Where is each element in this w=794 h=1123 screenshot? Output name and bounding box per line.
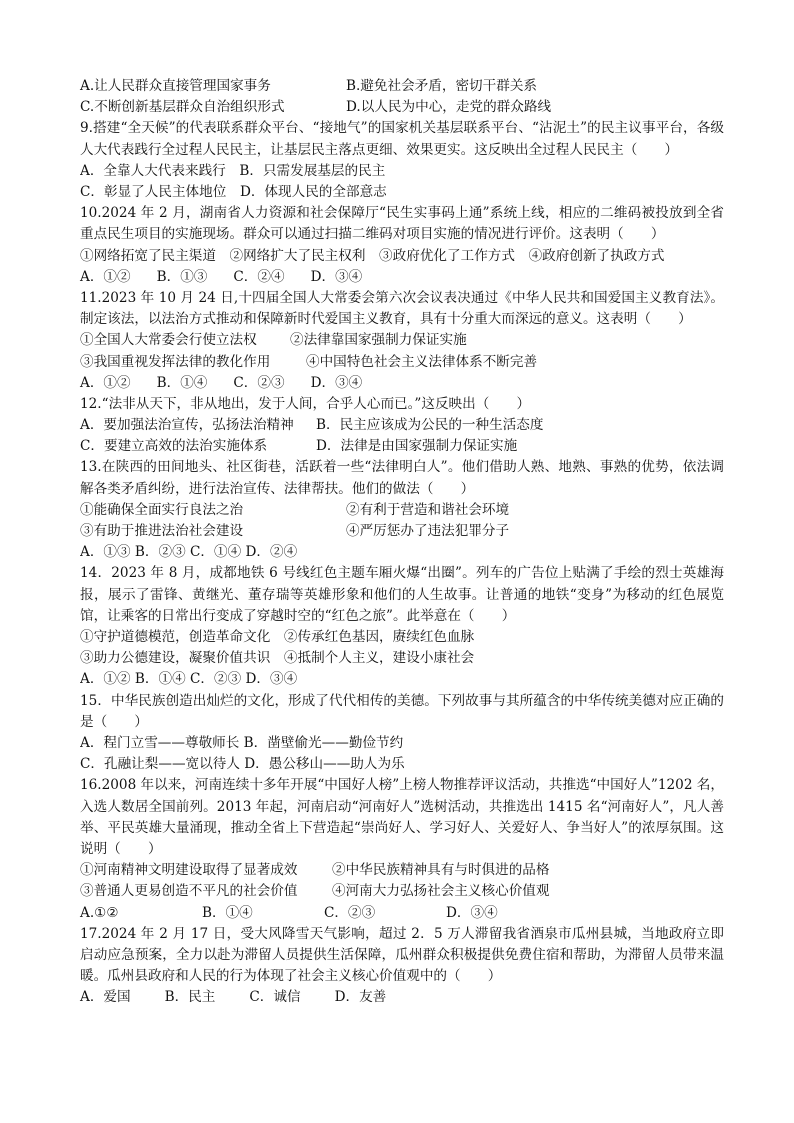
q12-options-row-1 (80, 415, 724, 436)
q13-statements-row-2 (80, 521, 724, 542)
q15-stem: 15．中华民族创造出灿烂的文化，形成了代代相传的美德。下列故事与其所蕴含的中华传统美德对应正确的是（ ） (80, 692, 724, 730)
q10-option-d[interactable]: D．③④ (310, 268, 363, 285)
q16-stem: 16.2008 年以来，河南连续十多年开展“中国好人榜”上榜人物推荐评议活动，共推选“中国好人”1202 名，入选人数居全国前列。2013 年起，河南启动“河南好人”选树活动，共推选出 1415 名“河南好人”，凡人善举、平民英雄大量涌现，推动全省上下营造起“崇尚好人、学习好人、关爱好人、争当好人”的浓厚氛围。这说明（ ） (80, 777, 724, 857)
q14-options[interactable]: A．①② B．①④ C．②③ D．③④ (80, 671, 298, 688)
q9-option-a[interactable]: A．全靠人大代表来践行 (80, 162, 226, 179)
q12-option-a[interactable]: A．要加强法治宣传，弘扬法治精神 (80, 417, 294, 434)
q17-option-c[interactable]: C．诚信 (249, 989, 301, 1006)
q16-statement-3: ③普通人更易创造不平凡的社会价值 (80, 883, 298, 900)
q12-option-b[interactable]: B．民主应该成为公民的一种生活态度 (316, 417, 544, 434)
q12-options-row-2 (80, 436, 724, 457)
q13-stem: 13.在陕西的田间地头、社区街巷，活跃着一些“法律明白人”。他们借助人熟、地熟、事熟的优势，依法调解各类矛盾纠纷，进行法治宣传、法律帮扶。他们的做法（ ） (80, 459, 724, 497)
q14-statements-row-2: ③助力公德建设，凝聚价值共识 ④抵制个人主义，建设小康社会 (80, 650, 475, 667)
q16-options (80, 903, 724, 924)
q9-stem: 9.搭建“全天候”的代表联系群众平台、“接地气”的国家机关基层联系平台、“沾泥土”的民主议事平台，各级人大代表践行全过程人民民主，让基层民主落点更细、效果更实。这反映出全过程人民民主（ ） (80, 120, 724, 158)
q11-statement-3: ③我国重视发挥法律的教化作用 (80, 353, 271, 370)
q8-options-row-1 (80, 76, 724, 97)
q14-statements-row-1: ①守护道德模范，创造革命文化 ②传承红色基因，赓续红色血脉 (80, 629, 475, 646)
q8-options-row-2 (80, 97, 724, 118)
q8-option-c[interactable]: C.不断创新基层群众自治组织形式 (80, 99, 285, 116)
q17-option-d[interactable]: D．友善 (334, 989, 387, 1006)
q16-statement-2: ②中华民族精神具有与时俱进的品格 (332, 862, 550, 879)
q11-stem: 11.2023 年 10 月 24 日,十四届全国人大常委会第六次会议表决通过《中华人民共和国爱国主义教育法》。制定该法，以法治方式推动和保障新时代爱国主义教育，具有十分重大而深远的意义。这表明（ ） (80, 289, 724, 328)
q17-option-b[interactable]: B．民主 (164, 989, 216, 1006)
q16-statement-1: ①河南精神文明建设取得了显著成效 (80, 862, 298, 879)
q10-stem: 10.2024 年 2 月，湖南省人力资源和社会保障厅“民生实事码上通”系统上线，相应的二维码被投放到全省重点民生项目的实施现场。群众可以通过扫描二维码对项目实施的情况进行评价。这表明（ ） (80, 205, 724, 243)
q15-options-row-2[interactable]: C．孔融让梨——宽以待人 D．愚公移山——助人为乐 (80, 756, 405, 773)
q16-option-d[interactable]: D．③④ (446, 904, 498, 921)
q9-option-c[interactable]: C．彰显了人民主体地位 (80, 183, 227, 200)
q11-options (80, 373, 724, 394)
q13-statement-3: ③有助于推进法治社会建设 (80, 523, 244, 540)
q10-option-a[interactable]: A．①② (80, 268, 131, 285)
q12-option-d[interactable]: D．法律是由国家强制力保证实施 (316, 438, 518, 455)
q9-option-b[interactable]: B．只需发展基层的民主 (239, 162, 386, 179)
q11-statement-1: ①全国人大常委会行使立法权 (80, 332, 257, 349)
q9-options-row-1 (80, 161, 724, 182)
q11-option-c[interactable]: C．②③ (233, 374, 285, 391)
q16-statements-row-1 (80, 860, 724, 881)
q9-option-d[interactable]: D．体现人民的全部意志 (239, 183, 387, 200)
q16-statement-4: ④河南大力弘扬社会主义核心价值观 (332, 883, 550, 900)
q17-option-a[interactable]: A．爱国 (80, 989, 131, 1006)
q11-option-b[interactable]: B．①④ (156, 374, 208, 391)
q11-statement-4: ④中国特色社会主义法律体系不断完善 (306, 353, 538, 370)
q12-option-c[interactable]: C．要建立高效的法治实施体系 (80, 438, 268, 455)
q13-statement-2: ②有利于营造和谐社会环境 (346, 501, 510, 518)
q8-option-d[interactable]: D.以人民为中心，走党的群众路线 (346, 99, 552, 116)
q11-statements-row-1 (80, 330, 724, 351)
q15-options-row-1[interactable]: A．程门立雪——尊敬师长 B．凿壁偷光——勤俭节约 (80, 735, 404, 752)
q12-stem: 12.“法非从天下，非从地出，发于人间，合乎人心而已。”这反映出（ ） (80, 395, 531, 412)
q14-stem: 14．2023 年 8 月，成都地铁 6 号线红色主题车厢火爆“出圈”。列车的广告位上贴满了手绘的烈士英雄海报，展示了雷锋、黄继光、董存瑞等英雄形象和他们的人生故事。让普通的地铁“变身”为移动的红色展览馆，让乘客的日常出行变成了穿越时空的“红色之旅”。此举意在（ ） (80, 565, 724, 624)
q11-option-a[interactable]: A．①② (80, 374, 131, 391)
q16-option-c[interactable]: C．②③ (324, 904, 376, 921)
q11-option-d[interactable]: D．③④ (310, 374, 363, 391)
q13-statement-1: ①能确保全面实行良法之治 (80, 501, 244, 518)
q13-options[interactable]: A．①③ B．②③ C．①④ D．②④ (80, 544, 298, 561)
q11-statements-row-2 (80, 352, 724, 373)
exam-page (80, 76, 724, 1009)
q9-options-row-2 (80, 182, 724, 203)
q10-option-c[interactable]: C．②④ (233, 268, 285, 285)
q17-stem: 17.2024 年 2 月 17 日，受大风降雪天气影响，超过 2．5 万人滞留我省酒泉市瓜州县城，当地政府立即启动应急预案，全力以赴为滞留人员提供生活保障，瓜州群众积极提供免费住宿和帮助，为滞留人员带来温暖。瓜州县政府和人民的行为体现了社会主义核心价值观中的（ ） (80, 925, 724, 985)
q13-statements-row-1 (80, 500, 724, 521)
q13-statement-4: ④严厉惩办了违法犯罪分子 (346, 523, 510, 540)
q11-statement-2: ②法律靠国家强制力保证实施 (290, 332, 467, 349)
q10-statements: ①网络拓宽了民主渠道 ②网络扩大了民主权利 ③政府优化了工作方式 ④政府创新了执政方式 (80, 247, 665, 264)
q16-option-b[interactable]: B．①④ (202, 904, 253, 921)
q17-options (80, 987, 724, 1008)
q8-option-b[interactable]: B.避免社会矛盾，密切干群关系 (346, 78, 538, 94)
q16-statements-row-2 (80, 881, 724, 902)
q16-option-a[interactable]: A.①② (80, 904, 119, 921)
q10-option-b[interactable]: B．①③ (156, 268, 208, 285)
q10-options (80, 267, 724, 288)
q8-option-a[interactable]: A.让人民群众直接管理国家事务 (80, 78, 271, 94)
